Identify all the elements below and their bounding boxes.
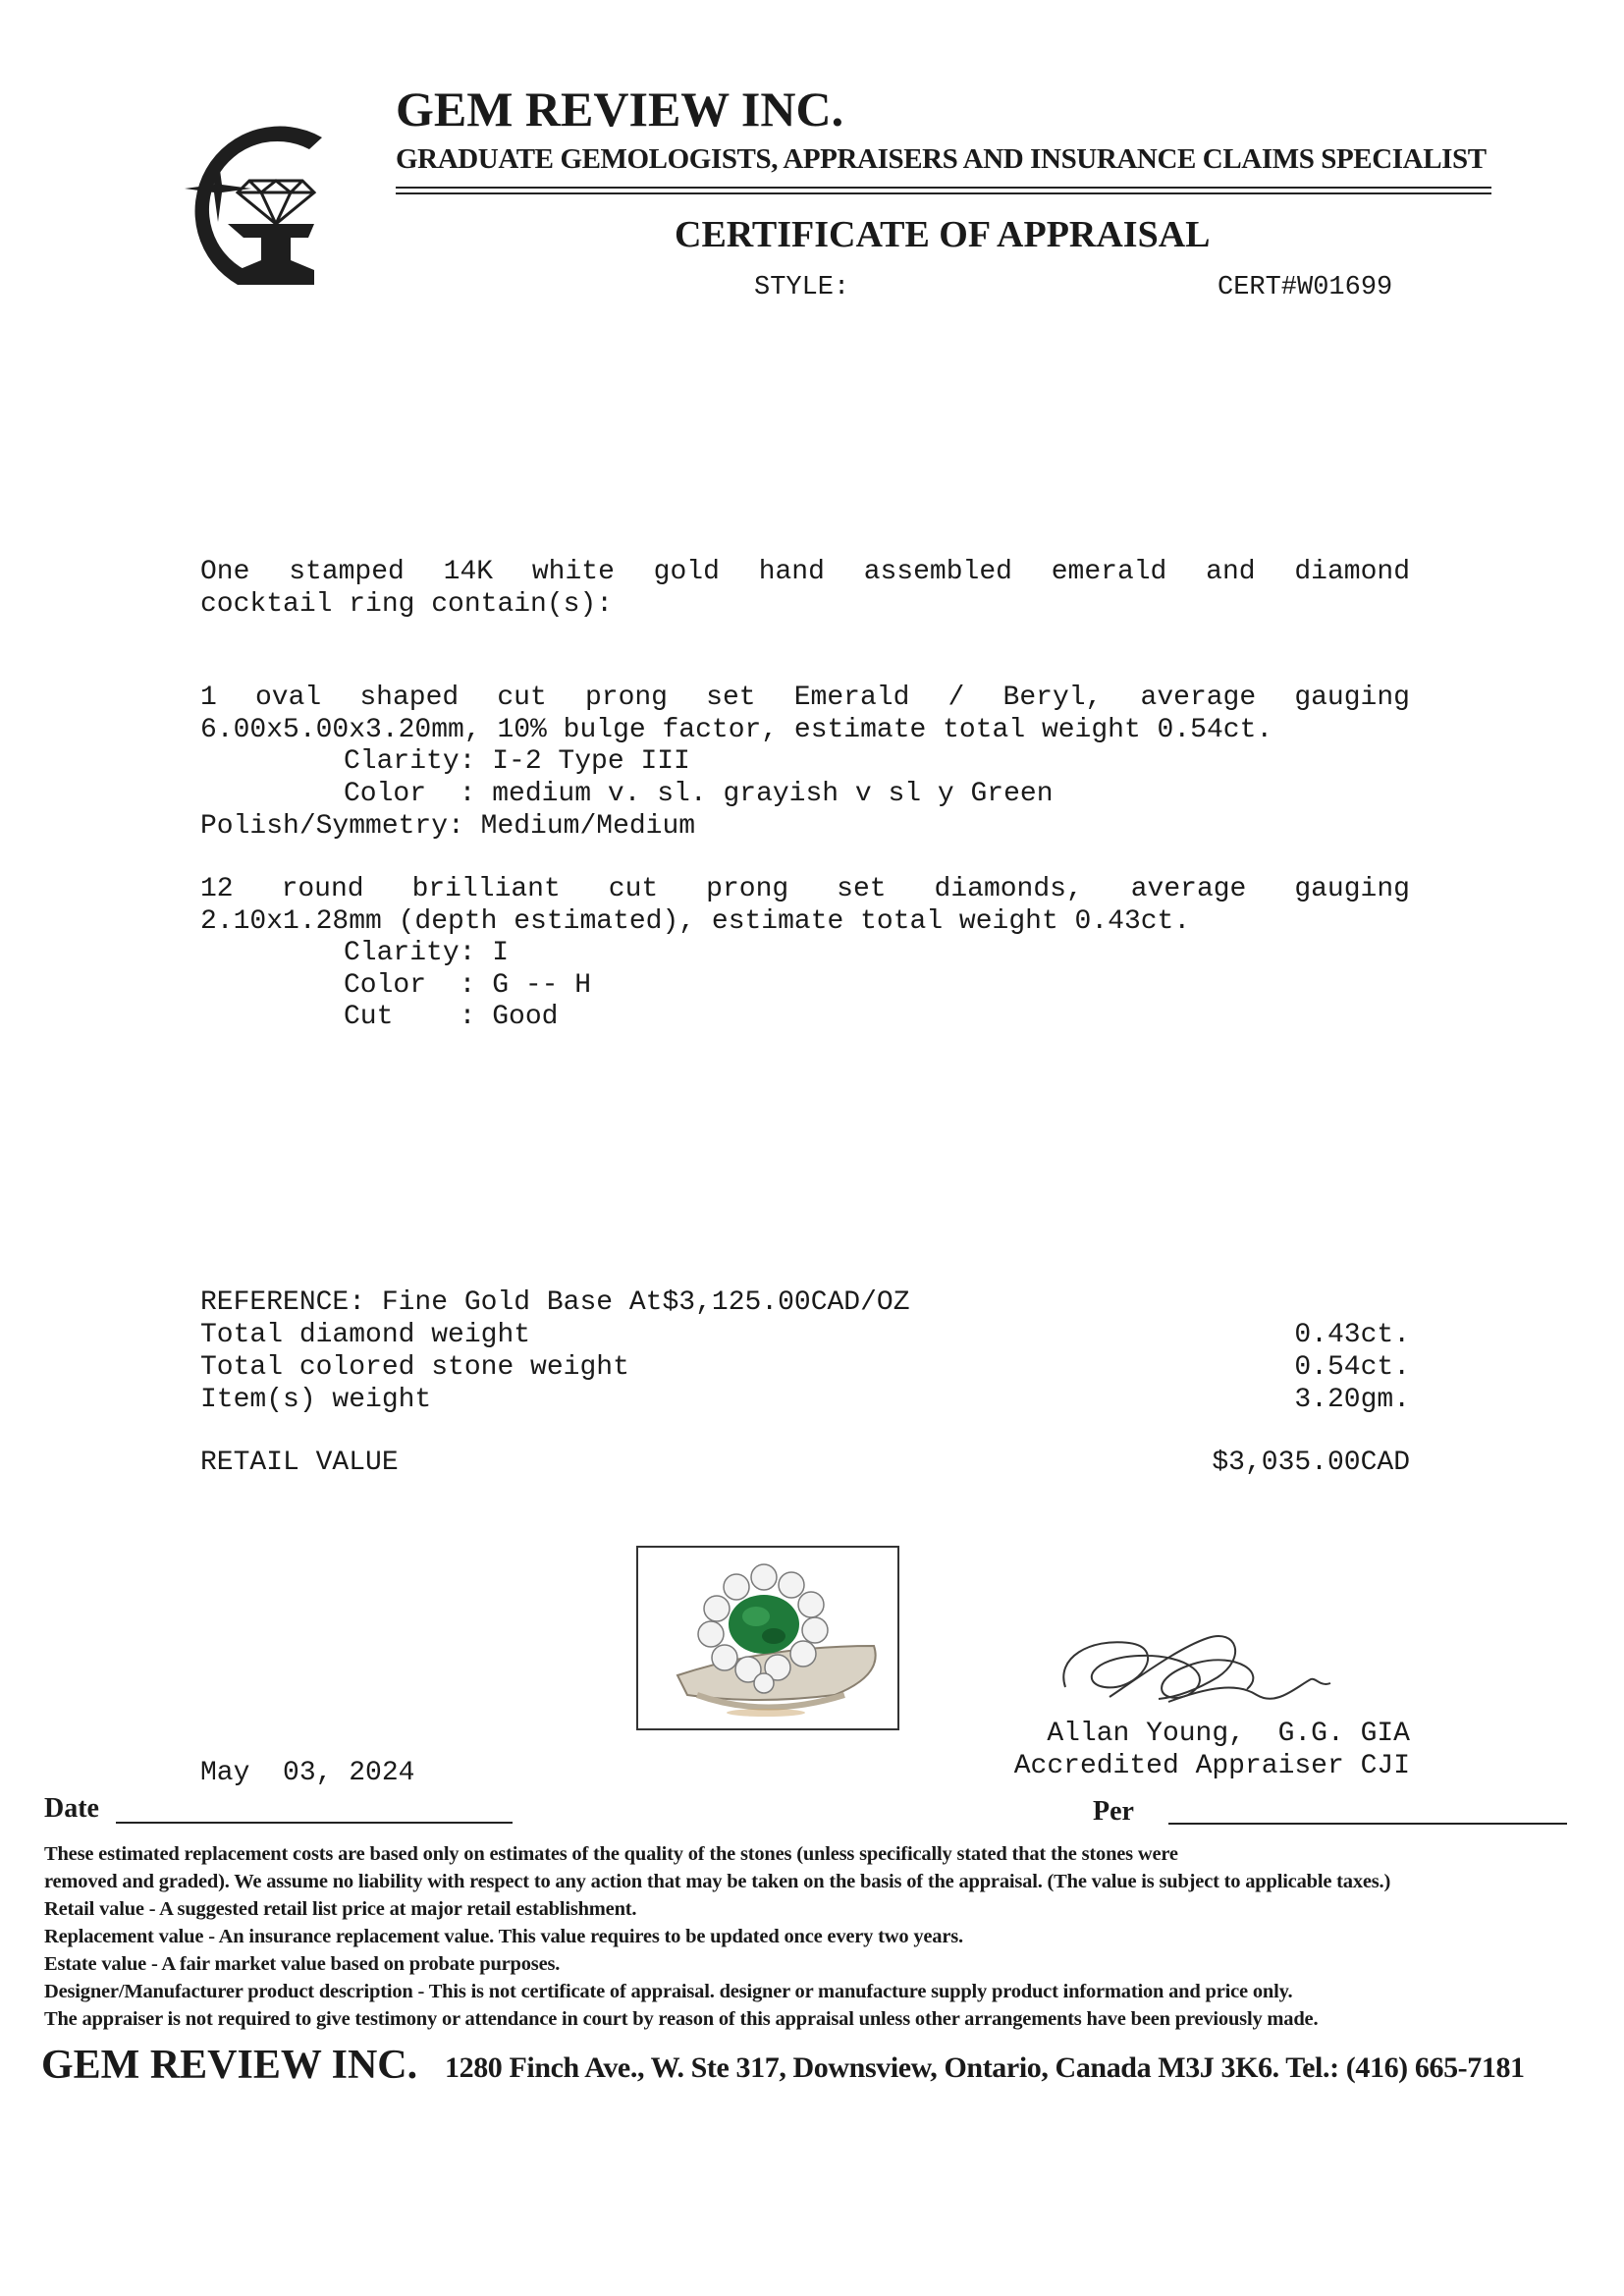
disclaimer-line: Estate value - A fair market value based on probate purposes. [44, 1953, 561, 1975]
emerald-word: shaped [359, 683, 460, 713]
reference-line: REFERENCE: Fine Gold Base At$3,125.00CAD/OZ [200, 1287, 910, 1318]
diamonds-word: average [1130, 874, 1247, 904]
gem-review-logo-icon [147, 98, 344, 295]
appraiser-title: Accredited Appraiser CJI [1013, 1751, 1410, 1781]
emerald-color: Color : medium v. sl. grayish v sl y Green [344, 779, 1054, 809]
diamonds-color: Color : G -- H [344, 970, 592, 1001]
disclaimer-line: Replacement value - An insurance replacement value. This value requires to be updated once every two years. [44, 1926, 963, 1947]
diamonds-word: set [837, 874, 887, 904]
description-word: and [1206, 557, 1256, 587]
diamonds-word: 12 [200, 874, 234, 904]
date-label: Date [44, 1793, 99, 1824]
emerald-word: / [947, 683, 965, 713]
date-signature-line [116, 1822, 513, 1824]
per-label: Per [1093, 1796, 1134, 1827]
emerald-word: cut [497, 683, 547, 713]
diamonds-word: round [281, 874, 364, 904]
emerald-word: prong [584, 683, 668, 713]
emerald-word: 1 [200, 683, 217, 713]
footer-company-name: GEM REVIEW INC. [41, 2043, 418, 2088]
emerald-word: average [1140, 683, 1257, 713]
style-label: STYLE: [754, 273, 850, 302]
diamonds-word: cut [608, 874, 659, 904]
item-weight-value: 3.20gm. [1294, 1385, 1410, 1415]
diamonds-word: gauging [1294, 874, 1410, 904]
description-word: emerald [1051, 557, 1167, 587]
disclaimer-line: These estimated replacement costs are based only on estimates of the quality of the stones (unless specifically stated that the stones were [44, 1843, 1178, 1865]
diamonds-cut: Cut : Good [344, 1002, 559, 1032]
description-word: diamond [1294, 557, 1410, 587]
description-word: 14K [443, 557, 494, 587]
total-diamond-weight-value: 0.43ct. [1294, 1320, 1410, 1350]
diamonds-word: diamonds, [934, 874, 1083, 904]
item-description-line-2: cocktail ring contain(s): [200, 589, 614, 620]
appraisal-date: May 03, 2024 [200, 1758, 415, 1788]
diamonds-line-1 [200, 876, 1410, 903]
diamonds-word: prong [706, 874, 789, 904]
emerald-line-1 [200, 684, 1410, 712]
emerald-line-2: 6.00x5.00x3.20mm, 10% bulge factor, estimate total weight 0.54ct. [200, 715, 1273, 745]
emerald-word: set [706, 683, 756, 713]
appraiser-name: Allan Young, G.G. GIA [1047, 1719, 1410, 1749]
footer-address: 1280 Finch Ave., W. Ste 317, Downsview, Ontario, Canada M3J 3K6. Tel.: (416) 665-7181 [445, 2051, 1525, 2084]
disclaimer-line: The appraiser is not required to give testimony or attendance in court by reason of this appraisal unless other arrangements have been previously made. [44, 2008, 1319, 2030]
total-diamond-weight-label: Total diamond weight [200, 1320, 531, 1350]
company-tagline: GRADUATE GEMOLOGISTS, APPRAISERS AND INSURANCE CLAIMS SPECIALIST [396, 143, 1487, 175]
diamonds-clarity: Clarity: I [344, 938, 510, 968]
certificate-title: CERTIFICATE OF APPRAISAL [675, 214, 1211, 255]
retail-value-label: RETAIL VALUE [200, 1448, 399, 1478]
description-word: stamped [289, 557, 405, 587]
emerald-word: oval [254, 683, 322, 713]
signature-icon [1051, 1618, 1345, 1726]
emerald-word: Beryl, [1002, 683, 1103, 713]
description-word: hand [758, 557, 825, 587]
header-divider [396, 192, 1491, 194]
diamonds-word: brilliant [411, 874, 561, 904]
description-word: One [200, 557, 250, 587]
disclaimer-line: removed and graded). We assume no liability with respect to any action that may be taken on the basis of the appraisal. (The value is subject to applicable taxes.) [44, 1871, 1391, 1892]
per-signature-line [1168, 1823, 1567, 1825]
total-colored-stone-weight-value: 0.54ct. [1294, 1352, 1410, 1383]
ring-photo [636, 1546, 899, 1730]
certificate-number: CERT#W01699 [1218, 273, 1393, 302]
description-word: gold [653, 557, 720, 587]
emerald-polish-symmetry: Polish/Symmetry: Medium/Medium [200, 811, 696, 842]
description-word: white [531, 557, 615, 587]
item-description-line-1 [200, 559, 1410, 586]
disclaimer-line: Designer/Manufacturer product description - This is not certificate of appraisal. designer or manufacture supply product information and price only. [44, 1981, 1293, 2002]
disclaimer-line: Retail value - A suggested retail list price at major retail establishment. [44, 1898, 637, 1920]
company-name: GEM REVIEW INC. [396, 82, 844, 137]
emerald-word: gauging [1294, 683, 1410, 713]
description-word: assembled [863, 557, 1012, 587]
diamonds-line-2: 2.10x1.28mm (depth estimated), estimate total weight 0.43ct. [200, 906, 1191, 937]
item-weight-label: Item(s) weight [200, 1385, 432, 1415]
emerald-word: Emerald [793, 683, 910, 713]
total-colored-stone-weight-label: Total colored stone weight [200, 1352, 629, 1383]
emerald-clarity: Clarity: I-2 Type III [344, 746, 690, 777]
retail-value-amount: $3,035.00CAD [1212, 1448, 1410, 1478]
ring-image [638, 1548, 897, 1728]
header-divider [396, 187, 1491, 189]
